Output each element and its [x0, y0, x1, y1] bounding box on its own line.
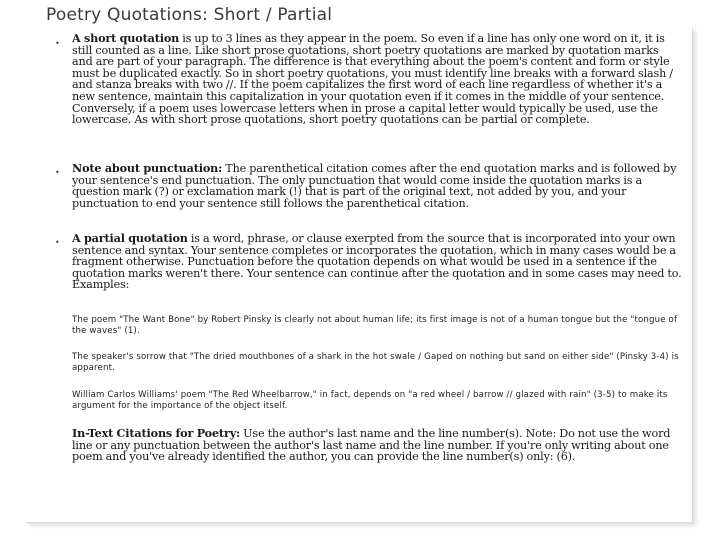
- slide-title: Poetry Quotations: Short / Partial: [46, 5, 333, 25]
- in-text-citation-text: Use the author's last name and the line number(s). Note: Do not use the word line or any punctuation between the author's last name and the line number. If you're only writing about one poem and you've already identified the author, you can provide the line number(s) only: (6).: [72, 427, 671, 464]
- partial-quotation-lead: A partial quotation: [72, 231, 188, 245]
- bullet-marker: •: [55, 168, 60, 177]
- example-quotation-2: The speaker's sorrow that "The dried mouthbones of a shark in the hot swale / Gaped on nothing but sand on either side" (Pinsky 3-4) is apparent.: [72, 352, 679, 373]
- short-quotation-text: is up to 3 lines as they appear in the poem. So even if a line has only one word on it, it is still counted as a line. Like short prose quotations, short poetry quotations are marked by quotation marks and are part of your paragraph. The difference is that everything about the poem's content and form or style must be duplicated exactly. So in short poetry quotations, you must identify line breaks with a forward slash / and stanza breaks with two //. If the poem capitalizes the first word of each line regardless of whether it's a new sentence, maintain this capitalization in your quotation even if it comes in the middle of your sentence. Conversely, if a poem uses lowercase letters when in prose a capital letter would typically be used, use the lowercase. As with short prose quotations, short poetry quotations can be partial or complete.: [72, 32, 673, 127]
- example-quotation-1: The poem "The Want Bone" by Robert Pinsky is clearly not about human life; its first image is not of a human tongue but the "tongue of the waves" (1).: [72, 315, 678, 336]
- example-quotation-3: William Carlos Williams' poem "The Red Wheelbarrow," in fact, depends on "a red wheel / barrow // glazed with rain" (3-5) to make its argument for the importance of the object itself.: [72, 390, 668, 411]
- bullet-marker: •: [55, 238, 60, 247]
- partial-quotation-text: is a word, phrase, or clause exerpted from the source that is incorporated into your own sentence and syntax. Your sentence completes or incorporates the quotation, which in many cases would be a fragment otherwise. Punctuation before the quotation depends on what would be used in a sentence if the quotation marks weren't there. Your sentence can continue after the quotation and in some cases may need to. Examples:: [72, 232, 682, 292]
- short-quotation-paragraph: [72, 33, 682, 126]
- partial-quotation-paragraph: [72, 233, 682, 291]
- short-quotation-lead: A short quotation: [72, 31, 180, 45]
- in-text-citation-paragraph: [72, 428, 682, 463]
- bullet-marker: •: [55, 39, 60, 48]
- punctuation-note-paragraph: [72, 163, 682, 209]
- in-text-citation-lead: In-Text Citations for Poetry:: [72, 426, 241, 440]
- punctuation-note-text: The parenthetical citation comes after the end quotation marks and is followed by your sentence's end punctuation. The only punctuation that would come inside the quotation marks is a question mark (?) or exclamation mark (!) that is part of the original text, not added by you, and your punctuation to end your sentence still follows the parenthetical citation.: [72, 162, 677, 210]
- punctuation-note-lead: Note about punctuation:: [72, 161, 223, 175]
